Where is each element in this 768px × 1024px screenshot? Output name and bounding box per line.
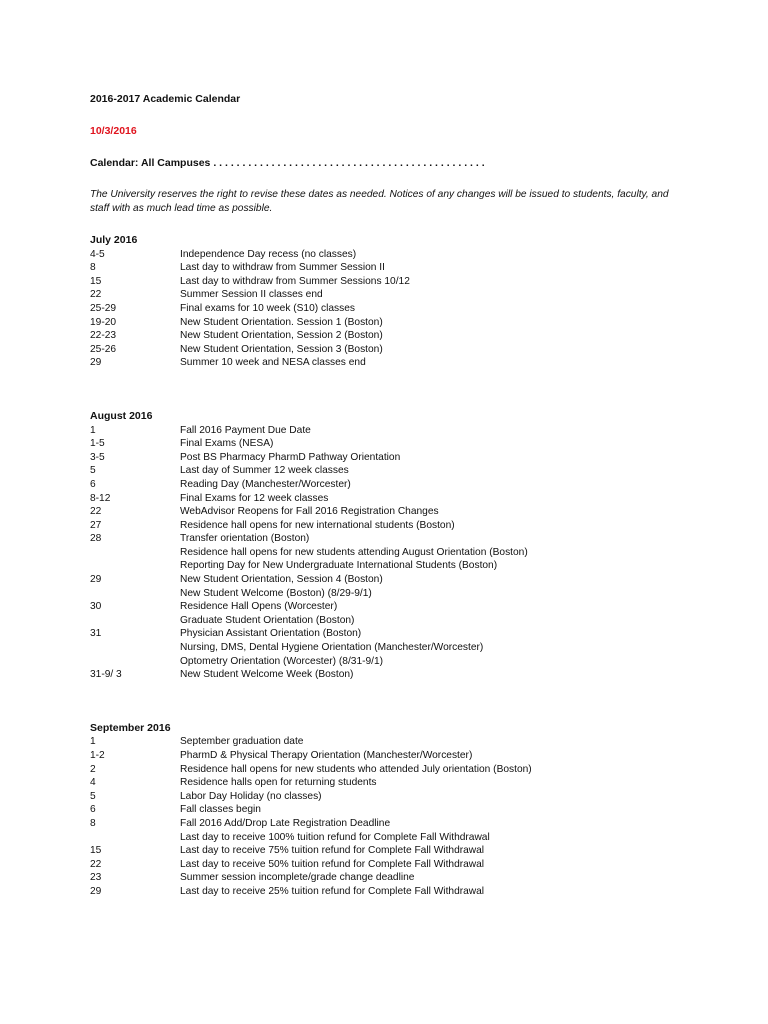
event-date: 8 [90, 262, 96, 274]
calendar-row [90, 288, 690, 302]
calendar-row [90, 735, 690, 749]
event-date: 5 [90, 790, 96, 802]
event-date: 31 [90, 628, 102, 640]
event-description: New Student Orientation, Session 3 (Boston) [180, 343, 383, 355]
event-date: 28 [90, 533, 102, 545]
calendar-row [90, 817, 690, 831]
event-description: New Student Orientation. Session 1 (Boston) [180, 316, 383, 328]
event-date: 1 [90, 424, 96, 436]
event-description: Physician Assistant Orientation (Boston) [180, 628, 362, 640]
calendar-row [90, 424, 690, 438]
event-description: Transfer orientation (Boston) [180, 533, 310, 545]
event-date: 1 [90, 736, 96, 748]
event-description: Summer 10 week and NESA classes end [180, 357, 366, 369]
event-description: Residence halls open for returning students [180, 777, 377, 789]
event-description: Optometry Orientation (Worcester) (8/31-9/1) [180, 655, 384, 667]
month-section [90, 722, 690, 899]
event-date: 22 [90, 858, 102, 870]
event-description: New Student Orientation, Session 2 (Boston) [180, 330, 383, 342]
calendar-row [90, 627, 690, 641]
event-description: Final Exams (NESA) [180, 438, 274, 450]
document-title: 2016-2017 Academic Calendar [90, 93, 241, 105]
calendar-row [90, 885, 690, 899]
event-date: 31-9/ 3 [90, 669, 122, 681]
calendar-row [90, 316, 690, 330]
event-description: New Student Welcome Week (Boston) [180, 669, 354, 681]
calendar-row [90, 844, 690, 858]
calendar-row [90, 356, 690, 370]
event-date [90, 655, 180, 669]
event-date: 6 [90, 478, 96, 490]
event-date [90, 641, 180, 655]
calendar-row [90, 641, 690, 655]
event-date: 5 [90, 465, 96, 477]
event-description: Residence hall opens for new students attending August Orientation (Boston) [180, 546, 528, 558]
calendar-row [90, 858, 690, 872]
event-date: 23 [90, 872, 102, 884]
calendar-row [90, 546, 690, 560]
event-description: New Student Welcome (Boston) (8/29-9/1) [180, 587, 372, 599]
event-date: 22 [90, 289, 102, 301]
calendar-row [90, 831, 690, 845]
event-description: Nursing, DMS, Dental Hygiene Orientation (Manchester/Worcester) [180, 642, 484, 654]
month-section [90, 234, 690, 370]
calendar-row [90, 492, 690, 506]
calendar-scope-line: Calendar: All Campuses . . . . . . . . . . . . . . . . . . . . . . . . . . . . . . . . . . . . . . . . . . . . . . . [90, 157, 485, 169]
event-date: 1-2 [90, 750, 105, 761]
event-date: 27 [90, 519, 102, 531]
calendar-row [90, 275, 690, 289]
event-date: 29 [90, 574, 102, 586]
event-date: 30 [90, 601, 102, 613]
event-description: Labor Day Holiday (no classes) [180, 790, 322, 802]
event-description: Last day to withdraw from Summer Sessions 10/12 [180, 275, 410, 287]
calendar-row [90, 248, 690, 262]
event-date: 4-5 [90, 248, 105, 260]
event-description: Residence hall opens for new international students (Boston) [180, 519, 455, 531]
revision-date: 10/3/2016 [90, 125, 137, 137]
calendar-row [90, 302, 690, 316]
event-description: New Student Orientation, Session 4 (Boston) [180, 574, 383, 586]
calendar-row [90, 776, 690, 790]
month-heading: July 2016 [90, 234, 138, 246]
event-date: 4 [90, 777, 96, 789]
event-date: 6 [90, 804, 96, 816]
event-description: Final Exams for 12 week classes [180, 492, 329, 504]
event-date: 1-5 [90, 438, 105, 450]
calendar-row [90, 437, 690, 451]
event-description: Last day to receive 50% tuition refund for Complete Fall Withdrawal [180, 858, 485, 870]
calendar-row [90, 600, 690, 614]
calendar-row [90, 261, 690, 275]
calendar-row [90, 343, 690, 357]
event-date [90, 614, 180, 628]
event-description: Fall 2016 Payment Due Date [180, 424, 311, 436]
calendar-row [90, 532, 690, 546]
event-date: 15 [90, 845, 102, 857]
event-date: 19-20 [90, 316, 117, 328]
calendar-sections [90, 234, 690, 899]
event-description: PharmD & Physical Therapy Orientation (Manchester/Worcester) [180, 750, 473, 761]
month-heading: September 2016 [90, 721, 171, 734]
event-description: Last day of Summer 12 week classes [180, 465, 349, 477]
event-date [90, 831, 180, 845]
calendar-row [90, 871, 690, 885]
event-date: 25-29 [90, 302, 117, 314]
event-description: Residence Hall Opens (Worcester) [180, 601, 338, 613]
calendar-row [90, 519, 690, 533]
calendar-row [90, 749, 690, 763]
event-date: 15 [90, 275, 102, 287]
document-page [90, 93, 690, 899]
calendar-row [90, 803, 690, 817]
calendar-row [90, 655, 690, 669]
event-description: Last day to withdraw from Summer Session II [180, 262, 385, 274]
event-description: Reading Day (Manchester/Worcester) [180, 478, 351, 490]
calendar-row [90, 451, 690, 465]
event-date: 22 [90, 506, 102, 518]
event-description: Residence hall opens for new students who attended July orientation (Boston) [180, 763, 532, 775]
event-date [90, 559, 180, 573]
event-description: WebAdvisor Reopens for Fall 2016 Registration Changes [180, 506, 439, 518]
calendar-row [90, 614, 690, 628]
event-date: 8-12 [90, 492, 111, 504]
event-description: Independence Day recess (no classes) [180, 248, 357, 260]
event-date [90, 546, 180, 560]
month-heading: August 2016 [90, 409, 153, 422]
calendar-row [90, 668, 690, 682]
event-description: Graduate Student Orientation (Boston) [180, 614, 355, 626]
event-description: Last day to receive 75% tuition refund for Complete Fall Withdrawal [180, 845, 485, 857]
event-description: Last day to receive 100% tuition refund for Complete Fall Withdrawal [180, 831, 490, 843]
event-date: 3-5 [90, 451, 105, 463]
event-description: Fall 2016 Add/Drop Late Registration Deadline [180, 817, 391, 829]
calendar-row [90, 790, 690, 804]
event-date: 2 [90, 763, 96, 775]
event-date: 29 [90, 885, 102, 897]
calendar-row [90, 763, 690, 777]
event-description: Final exams for 10 week (S10) classes [180, 302, 355, 314]
calendar-row [90, 329, 690, 343]
event-description: Summer session incomplete/grade change deadline [180, 872, 415, 884]
calendar-row [90, 573, 690, 587]
event-description: Fall classes begin [180, 804, 261, 816]
calendar-row [90, 464, 690, 478]
event-description: Post BS Pharmacy PharmD Pathway Orientation [180, 451, 401, 463]
calendar-row [90, 478, 690, 492]
calendar-row [90, 559, 690, 573]
event-date: 25-26 [90, 343, 117, 355]
event-description: Last day to receive 25% tuition refund for Complete Fall Withdrawal [180, 885, 485, 897]
event-description: September graduation date [180, 736, 304, 748]
calendar-row [90, 587, 690, 601]
event-date: 22-23 [90, 330, 117, 342]
revision-notice: The University reserves the right to revise these dates as needed. Notices of any changes will be issued to students, faculty, and staff with as much lead time as possible. [90, 189, 669, 214]
event-description: Summer Session II classes end [180, 289, 323, 301]
calendar-row [90, 505, 690, 519]
event-description: Reporting Day for New Undergraduate International Students (Boston) [180, 560, 498, 572]
month-section [90, 410, 690, 682]
event-date: 8 [90, 817, 96, 829]
event-date: 29 [90, 357, 102, 369]
event-date [90, 587, 180, 601]
